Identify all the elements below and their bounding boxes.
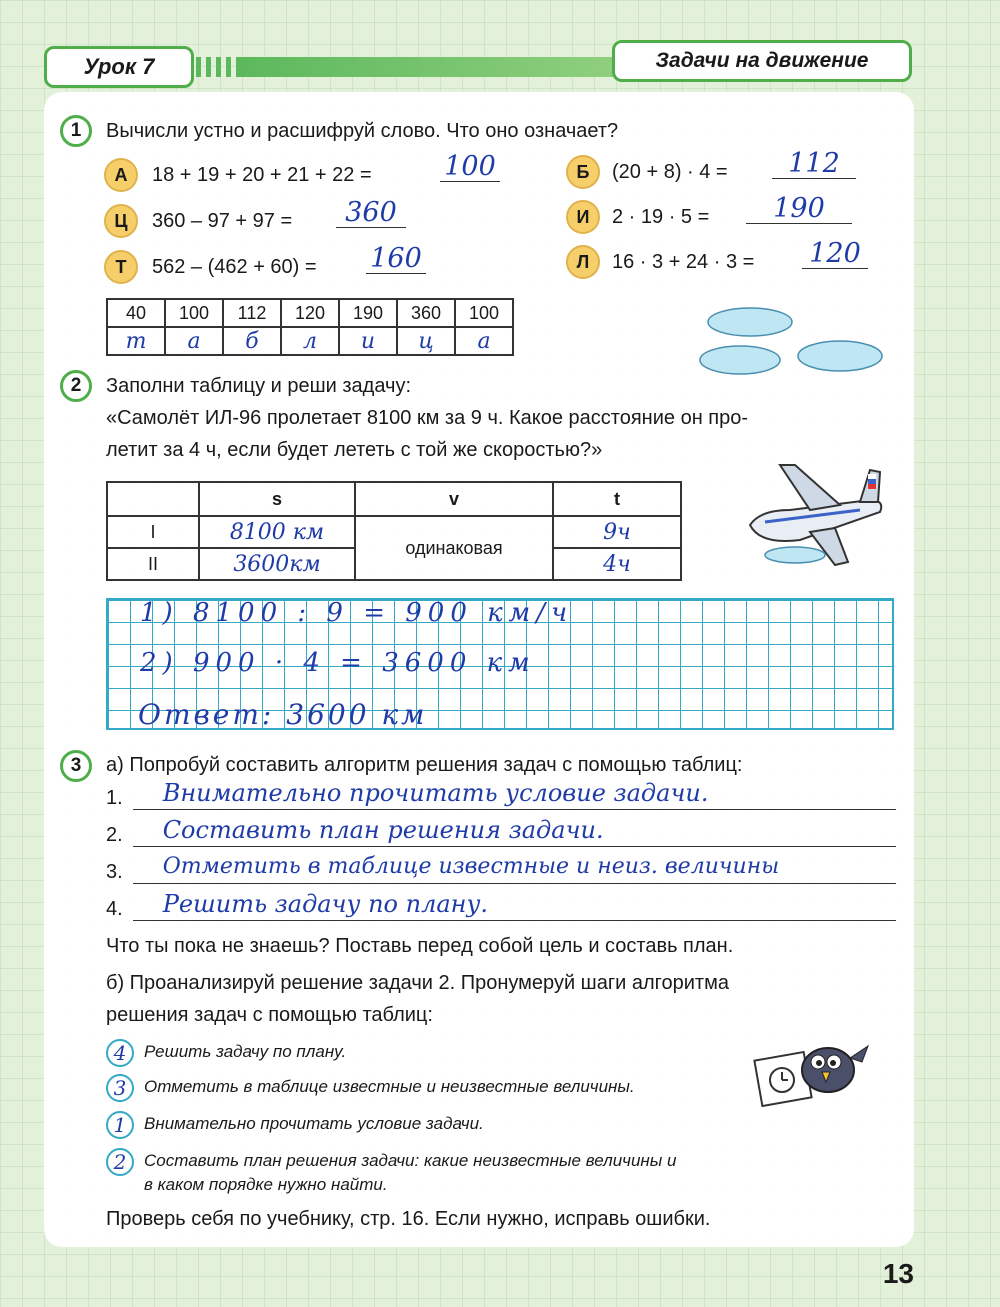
letter-badge: Л: [566, 245, 600, 279]
task-number-3: 3: [60, 750, 92, 782]
expression: 16 · 3 + 24 · 3 =: [612, 251, 755, 273]
letter-badge: Т: [104, 250, 138, 284]
task-number-1: 1: [60, 115, 92, 147]
row-label: I: [107, 516, 199, 548]
decode-letter[interactable]: а: [455, 327, 513, 355]
expression: 18 + 19 + 20 + 21 + 22 =: [152, 164, 372, 186]
order-mark[interactable]: 3: [106, 1074, 134, 1102]
order-item-text: Составить план решения задачи: какие неизвестные величины и: [144, 1151, 677, 1170]
cell-t2[interactable]: 4ч: [553, 548, 681, 580]
letter-badge: А: [104, 158, 138, 192]
decode-number: 100: [455, 299, 513, 327]
check-instruction: Проверь себя по учебнику, стр. 16. Если нужно, исправь ошибки.: [106, 1208, 711, 1230]
order-item-text: Отметить в таблице известные и неизвестные величины.: [144, 1077, 635, 1096]
cell-s1[interactable]: 8100 км: [199, 516, 355, 548]
clouds-illustration: [690, 300, 890, 380]
motion-table: [106, 481, 682, 581]
answer-field[interactable]: 160: [366, 246, 426, 274]
solution-line-1[interactable]: 1) 8100 : 9 = 900 км/ч: [140, 598, 574, 628]
expression: 2 · 19 · 5 =: [612, 206, 710, 228]
solution-line-2[interactable]: 2) 900 · 4 = 3600 км: [140, 648, 536, 678]
cell-t1[interactable]: 9ч: [553, 516, 681, 548]
answer-field[interactable]: 360: [336, 200, 406, 228]
order-mark[interactable]: 1: [106, 1111, 134, 1139]
answer-field[interactable]: 100: [440, 154, 500, 182]
solution-answer[interactable]: Ответ: 3600 км: [138, 698, 428, 731]
decode-number: 100: [165, 299, 223, 327]
algorithm-step: [106, 854, 896, 884]
column-t: t: [553, 482, 681, 516]
decode-letter[interactable]: ц: [397, 327, 455, 355]
decode-table: [106, 298, 514, 356]
algorithm-step: [106, 780, 896, 810]
step-answer[interactable]: Составить план решения задачи.: [133, 817, 896, 847]
expression: 360 – 97 + 97 =: [152, 210, 293, 232]
decode-number: 360: [397, 299, 455, 327]
step-answer[interactable]: Внимательно прочитать условие задачи.: [133, 780, 896, 810]
task1-prompt: Вычисли устно и расшифруй слово. Что оно означает?: [106, 120, 619, 142]
algorithm-step: [106, 891, 896, 921]
task3-part-a: а) Попробуй составить алгоритм решения задач с помощью таблиц:: [106, 754, 743, 776]
header-bar: [196, 56, 616, 78]
decode-number: 112: [223, 299, 281, 327]
column-s: s: [199, 482, 355, 516]
bird-with-clock-illustration: [750, 1018, 870, 1108]
decode-number: 190: [339, 299, 397, 327]
decode-number: 120: [281, 299, 339, 327]
step-number: 1.: [106, 787, 123, 809]
step-number: 3.: [106, 861, 123, 883]
expression: (20 + 8) · 4 =: [612, 161, 728, 183]
task3-part-b-line2: решения задач с помощью таблиц:: [106, 1004, 433, 1026]
task2-problem-line1: «Самолёт ИЛ-96 пролетает 8100 км за 9 ч. Какое расстояние он про-: [106, 407, 749, 429]
decode-number: 40: [107, 299, 165, 327]
step-answer[interactable]: Отметить в таблице известные и неиз. величины: [133, 854, 896, 884]
cell-v: одинаковая: [355, 516, 553, 580]
expression: 562 – (462 + 60) =: [152, 256, 317, 278]
row-label: II: [107, 548, 199, 580]
step-number: 2.: [106, 824, 123, 846]
letter-badge: Ц: [104, 204, 138, 238]
answer-field[interactable]: 112: [772, 151, 856, 179]
task3-question: Что ты пока не знаешь? Поставь перед собой цель и составь план.: [106, 935, 734, 957]
answer-field[interactable]: 190: [746, 196, 852, 224]
lesson-label: Урок 7: [44, 46, 194, 88]
order-mark[interactable]: 2: [106, 1148, 134, 1176]
decode-letter[interactable]: л: [281, 327, 339, 355]
order-mark[interactable]: 4: [106, 1039, 134, 1067]
step-number: 4.: [106, 898, 123, 920]
decode-letter[interactable]: т: [107, 327, 165, 355]
decode-letter[interactable]: а: [165, 327, 223, 355]
step-answer[interactable]: Решить задачу по плану.: [133, 891, 896, 921]
decode-letter[interactable]: и: [339, 327, 397, 355]
order-item-text: Внимательно прочитать условие задачи.: [144, 1114, 484, 1133]
task2-problem-line2: летит за 4 ч, если будет лететь с той же скоростью?»: [106, 439, 603, 461]
order-item-text: Решить задачу по плану.: [144, 1042, 347, 1061]
cell-s2[interactable]: 3600км: [199, 548, 355, 580]
task2-prompt: Заполни таблицу и реши задачу:: [106, 375, 411, 397]
letter-badge: Б: [566, 155, 600, 189]
column-v: v: [355, 482, 553, 516]
task-number-2: 2: [60, 370, 92, 402]
cloud-small-illustration: [760, 545, 830, 565]
order-item-text-cont: в каком порядке нужно найти.: [144, 1175, 388, 1194]
topic-title: Задачи на движение: [612, 40, 912, 82]
page-number: 13: [882, 1258, 914, 1289]
task3-part-b-line1: б) Проанализируй решение задачи 2. Пронумеруй шаги алгоритма: [106, 972, 729, 994]
algorithm-step: [106, 817, 896, 847]
letter-badge: И: [566, 200, 600, 234]
answer-field[interactable]: 120: [802, 241, 868, 269]
decode-letter[interactable]: б: [223, 327, 281, 355]
